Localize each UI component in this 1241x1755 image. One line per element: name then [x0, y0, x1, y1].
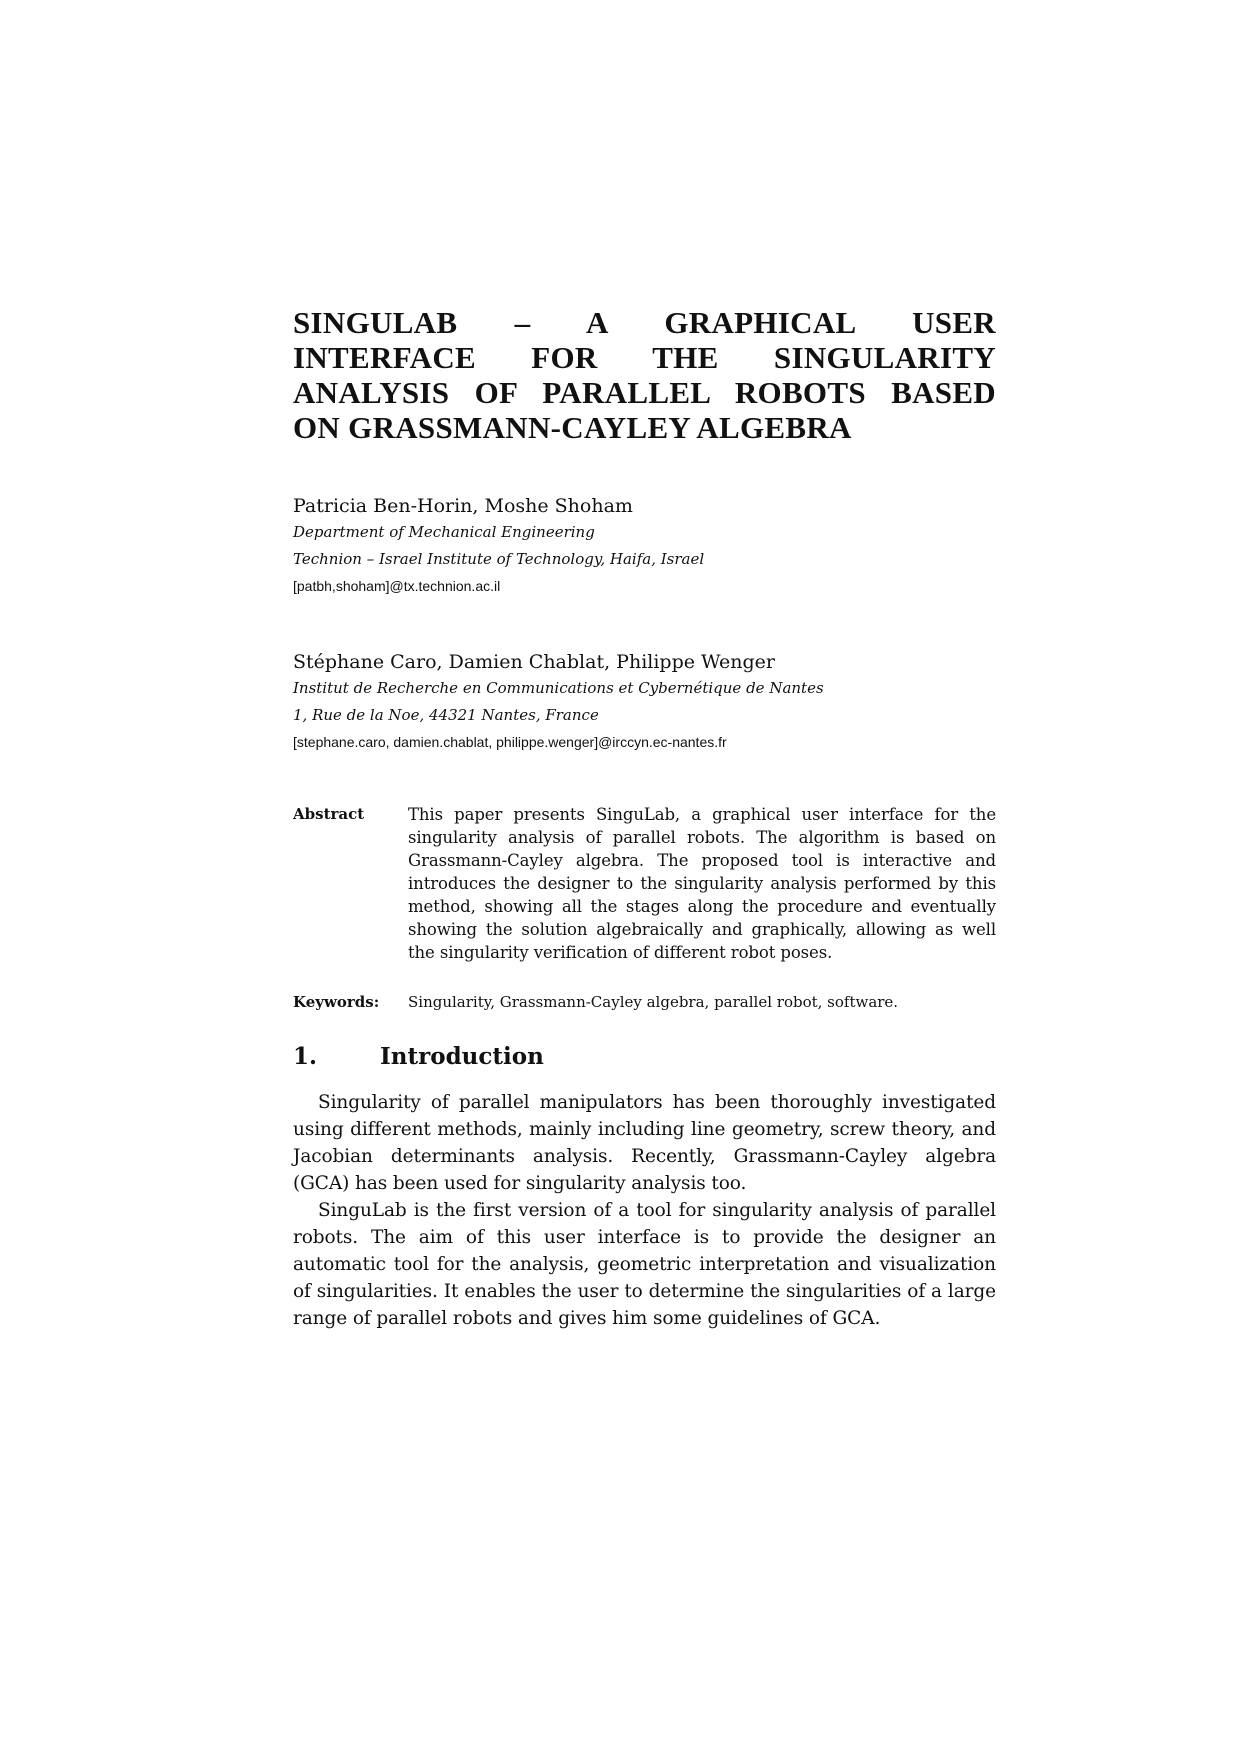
keywords-label: Keywords:	[293, 993, 380, 1011]
author-names: Stéphane Caro, Damien Chablat, Philippe Wenger	[293, 651, 775, 673]
author-email: [stephane.caro, damien.chablat, philippe.wenger]@irccyn.ec-nantes.fr	[293, 734, 727, 750]
author-names: Patricia Ben-Horin, Moshe Shoham	[293, 495, 633, 517]
abstract-section	[293, 803, 996, 964]
author-institution: 1, Rue de la Noe, 44321 Nantes, France	[293, 706, 599, 724]
section-number: 1.	[293, 1043, 318, 1070]
title-line: SINGULAB – A GRAPHICAL USER	[293, 305, 996, 340]
section-heading	[293, 1041, 996, 1073]
author-email: [patbh,shoham]@tx.technion.ac.il	[293, 578, 501, 594]
author-department: Institut de Recherche en Communications et Cybernétique de Nantes	[293, 679, 824, 697]
author-institution: Technion – Israel Institute of Technology, Haifa, Israel	[293, 550, 705, 568]
author-group-technion	[293, 493, 996, 599]
introduction-body	[293, 1089, 996, 1332]
body-paragraph: SinguLab is the first version of a tool for singularity analysis of parallel robots. The aim of this user interface is to provide the designer an automatic tool for the analysis, geometric interpretation and visualization of singularities. It enables the user to determine the singularities of a large range of parallel robots and gives him some guidelines of GCA.	[293, 1200, 996, 1329]
author-group-nantes	[293, 649, 996, 755]
keywords-text: Singularity, Grassmann-Cayley algebra, parallel robot, software.	[408, 993, 899, 1011]
keywords-section	[293, 990, 996, 1014]
section-title: Introduction	[380, 1043, 544, 1070]
author-department: Department of Mechanical Engineering	[293, 523, 595, 541]
title-line: INTERFACE FOR THE SINGULARITY	[293, 340, 996, 375]
abstract-text: This paper presents SinguLab, a graphical user interface for the singularity analysis of parallel robots. The algorithm is based on Grassmann-Cayley algebra. The proposed tool is interactive and introduces the designer to the singularity analysis performed by this method, showing all the stages along the procedure and eventually showing the solution algebraically and graphically, allowing as well the singularity verification of different robot poses.	[408, 805, 996, 962]
body-paragraph: Singularity of parallel manipulators has been thoroughly investigated using different methods, mainly including line geometry, screw theory, and Jacobian determinants analysis. Recently, Grassmann-Cayley algebra (GCA) has been used for singularity analysis too.	[293, 1092, 996, 1194]
paper-title	[293, 305, 996, 445]
title-line: ANALYSIS OF PARALLEL ROBOTS BASED	[293, 375, 996, 410]
title-line: ON GRASSMANN-CAYLEY ALGEBRA	[293, 410, 852, 445]
abstract-label: Abstract	[293, 805, 365, 823]
